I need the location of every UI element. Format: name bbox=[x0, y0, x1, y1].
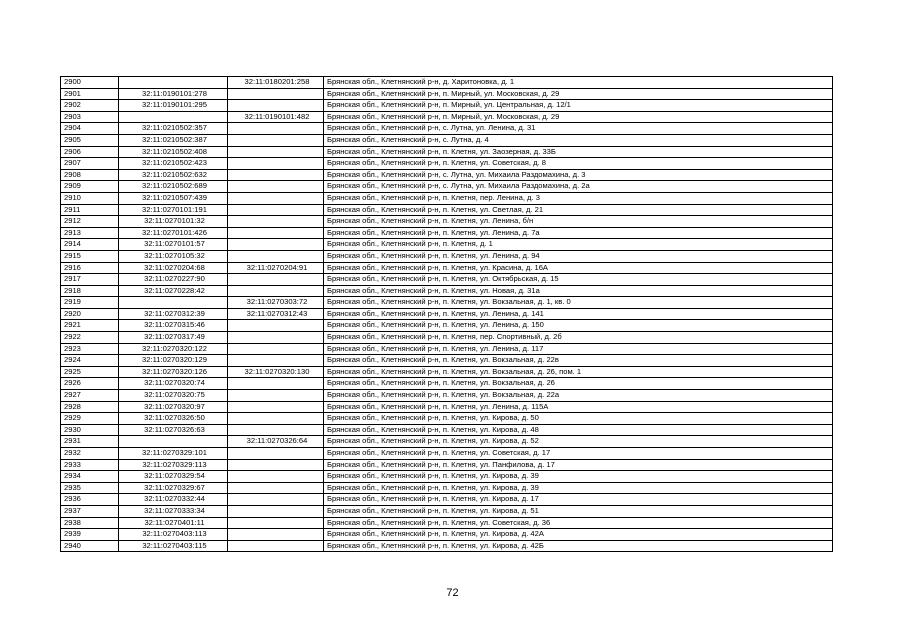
cadastral-number-cell: 32:11:0270326:50 bbox=[119, 413, 228, 425]
table-row bbox=[61, 239, 833, 251]
row-number-cell: 2929 bbox=[61, 413, 119, 425]
row-number-cell: 2940 bbox=[61, 540, 119, 552]
cadastral-number-cell bbox=[228, 482, 324, 494]
cadastral-number-cell bbox=[228, 146, 324, 158]
table-row bbox=[61, 540, 833, 552]
table-row bbox=[61, 471, 833, 483]
row-number-cell: 2916 bbox=[61, 262, 119, 274]
cadastral-number-cell bbox=[228, 192, 324, 204]
cadastral-number-cell bbox=[228, 134, 324, 146]
cadastral-number-cell bbox=[228, 505, 324, 517]
cadastral-number-cell: 32:11:0210502:357 bbox=[119, 123, 228, 135]
table-row bbox=[61, 204, 833, 216]
address-cell: Брянская обл., Клетнянский р-н, с. Лутна, ул. Михаила Раздомахина, д. 3 bbox=[324, 169, 833, 181]
cadastral-number-cell bbox=[228, 320, 324, 332]
table-row bbox=[61, 181, 833, 193]
cadastral-number-cell: 32:11:0270204:91 bbox=[228, 262, 324, 274]
cadastral-number-cell: 32:11:0270329:67 bbox=[119, 482, 228, 494]
table-row bbox=[61, 158, 833, 170]
cadastral-number-cell: 32:11:0210502:632 bbox=[119, 169, 228, 181]
cadastral-number-cell bbox=[228, 250, 324, 262]
address-cell: Брянская обл., Клетнянский р-н, п. Клетня, ул. Ленина, б/н bbox=[324, 216, 833, 228]
address-cell: Брянская обл., Клетнянский р-н, п. Мирный, ул. Московская, д. 29 bbox=[324, 88, 833, 100]
cadastral-number-cell: 32:11:0270312:39 bbox=[119, 308, 228, 320]
address-cell: Брянская обл., Клетнянский р-н, п. Клетня, ул. Вокзальная, д. 22в bbox=[324, 355, 833, 367]
cadastral-number-cell: 32:11:0270320:75 bbox=[119, 390, 228, 402]
cadastral-number-cell: 32:11:0270329:54 bbox=[119, 471, 228, 483]
table-row bbox=[61, 505, 833, 517]
cadastral-number-cell bbox=[228, 285, 324, 297]
table-row bbox=[61, 111, 833, 123]
cadastral-number-cell: 32:11:0270101:191 bbox=[119, 204, 228, 216]
cadastral-number-cell: 32:11:0270317:49 bbox=[119, 332, 228, 344]
address-cell: Брянская обл., Клетнянский р-н, п. Клетня, ул. Красина, д. 16А bbox=[324, 262, 833, 274]
cadastral-number-cell bbox=[228, 401, 324, 413]
address-cell: Брянская обл., Клетнянский р-н, п. Клетня, ул. Кирова, д. 51 bbox=[324, 505, 833, 517]
row-number-cell: 2923 bbox=[61, 343, 119, 355]
row-number-cell: 2915 bbox=[61, 250, 119, 262]
row-number-cell: 2935 bbox=[61, 482, 119, 494]
table-row bbox=[61, 366, 833, 378]
address-cell: Брянская обл., Клетнянский р-н, п. Клетня, пер. Спортивный, д. 2б bbox=[324, 332, 833, 344]
cadastral-number-cell: 32:11:0270315:46 bbox=[119, 320, 228, 332]
cadastral-number-cell bbox=[228, 343, 324, 355]
row-number-cell: 2902 bbox=[61, 100, 119, 112]
cadastral-number-cell bbox=[119, 77, 228, 89]
table-row bbox=[61, 134, 833, 146]
address-cell: Брянская обл., Клетнянский р-н, п. Клетня, д. 1 bbox=[324, 239, 833, 251]
row-number-cell: 2934 bbox=[61, 471, 119, 483]
address-cell: Брянская обл., Клетнянский р-н, п. Клетня, ул. Заозерная, д. 33Б bbox=[324, 146, 833, 158]
address-cell: Брянская обл., Клетнянский р-н, п. Клетня, ул. Советская, д. 36 bbox=[324, 517, 833, 529]
address-cell: Брянская обл., Клетнянский р-н, п. Клетня, ул. Кирова, д. 39 bbox=[324, 471, 833, 483]
row-number-cell: 2930 bbox=[61, 424, 119, 436]
address-cell: Брянская обл., Клетнянский р-н, п. Клетня, ул. Октябрьская, д. 15 bbox=[324, 274, 833, 286]
table-row bbox=[61, 459, 833, 471]
row-number-cell: 2933 bbox=[61, 459, 119, 471]
cadastral-number-cell bbox=[228, 332, 324, 344]
cadastral-number-cell bbox=[228, 239, 324, 251]
cadastral-number-cell: 32:11:0190101:482 bbox=[228, 111, 324, 123]
table-row bbox=[61, 123, 833, 135]
row-number-cell: 2901 bbox=[61, 88, 119, 100]
address-cell: Брянская обл., Клетнянский р-н, п. Клетня, ул. Советская, д. 17 bbox=[324, 448, 833, 460]
cadastral-number-cell bbox=[228, 378, 324, 390]
row-number-cell: 2909 bbox=[61, 181, 119, 193]
address-cell: Брянская обл., Клетнянский р-н, п. Клетня, ул. Кирова, д. 17 bbox=[324, 494, 833, 506]
cadastral-number-cell bbox=[228, 529, 324, 541]
table-row bbox=[61, 448, 833, 460]
table-row bbox=[61, 216, 833, 228]
address-cell: Брянская обл., Клетнянский р-н, п. Клетня, ул. Панфилова, д. 17 bbox=[324, 459, 833, 471]
cadastral-number-cell: 32:11:0270329:113 bbox=[119, 459, 228, 471]
address-cell: Брянская обл., Клетнянский р-н, п. Клетня, ул. Вокзальная, д. 1, кв. 0 bbox=[324, 297, 833, 309]
row-number-cell: 2920 bbox=[61, 308, 119, 320]
registry-table bbox=[60, 76, 833, 552]
table-row bbox=[61, 100, 833, 112]
page-number: 72 bbox=[446, 587, 459, 599]
row-number-cell: 2922 bbox=[61, 332, 119, 344]
address-cell: Брянская обл., Клетнянский р-н, д. Харитоновка, д. 1 bbox=[324, 77, 833, 89]
cadastral-number-cell: 32:11:0270320:97 bbox=[119, 401, 228, 413]
cadastral-number-cell: 32:11:0190101:278 bbox=[119, 88, 228, 100]
cadastral-number-cell: 32:11:0270320:129 bbox=[119, 355, 228, 367]
cadastral-number-cell: 32:11:0210507:439 bbox=[119, 192, 228, 204]
address-cell: Брянская обл., Клетнянский р-н, п. Клетня, ул. Кирова, д. 42А bbox=[324, 529, 833, 541]
cadastral-number-cell: 32:11:0270227:90 bbox=[119, 274, 228, 286]
row-number-cell: 2939 bbox=[61, 529, 119, 541]
row-number-cell: 2904 bbox=[61, 123, 119, 135]
row-number-cell: 2917 bbox=[61, 274, 119, 286]
cadastral-number-cell: 32:11:0270401:11 bbox=[119, 517, 228, 529]
table-row bbox=[61, 529, 833, 541]
address-cell: Брянская обл., Клетнянский р-н, п. Клетня, ул. Кирова, д. 39 bbox=[324, 482, 833, 494]
cadastral-number-cell: 32:11:0210502:408 bbox=[119, 146, 228, 158]
table-row bbox=[61, 146, 833, 158]
row-number-cell: 2900 bbox=[61, 77, 119, 89]
cadastral-number-cell: 32:11:0270332:44 bbox=[119, 494, 228, 506]
cadastral-number-cell: 32:11:0270403:115 bbox=[119, 540, 228, 552]
cadastral-number-cell bbox=[228, 123, 324, 135]
row-number-cell: 2905 bbox=[61, 134, 119, 146]
table-row bbox=[61, 297, 833, 309]
cadastral-number-cell: 32:11:0190101:295 bbox=[119, 100, 228, 112]
address-cell: Брянская обл., Клетнянский р-н, п. Клетня, ул. Вокзальная, д. 26 bbox=[324, 378, 833, 390]
address-cell: Брянская обл., Клетнянский р-н, п. Клетня, ул. Ленина, д. 94 bbox=[324, 250, 833, 262]
row-number-cell: 2903 bbox=[61, 111, 119, 123]
row-number-cell: 2910 bbox=[61, 192, 119, 204]
row-number-cell: 2927 bbox=[61, 390, 119, 402]
table-row bbox=[61, 482, 833, 494]
row-number-cell: 2938 bbox=[61, 517, 119, 529]
row-number-cell: 2914 bbox=[61, 239, 119, 251]
table-row bbox=[61, 413, 833, 425]
address-cell: Брянская обл., Клетнянский р-н, п. Клетня, ул. Ленина, д. 7а bbox=[324, 227, 833, 239]
cadastral-number-cell bbox=[119, 436, 228, 448]
row-number-cell: 2913 bbox=[61, 227, 119, 239]
address-cell: Брянская обл., Клетнянский р-н, п. Клетня, ул. Новая, д. 31а bbox=[324, 285, 833, 297]
table-row bbox=[61, 390, 833, 402]
table-row bbox=[61, 192, 833, 204]
cadastral-number-cell bbox=[228, 227, 324, 239]
row-number-cell: 2936 bbox=[61, 494, 119, 506]
cadastral-number-cell bbox=[119, 111, 228, 123]
cadastral-number-cell: 32:11:0270204:68 bbox=[119, 262, 228, 274]
address-cell: Брянская обл., Клетнянский р-н, с. Лутна, ул. Михаила Раздомахина, д. 2а bbox=[324, 181, 833, 193]
table-row bbox=[61, 169, 833, 181]
cadastral-number-cell bbox=[228, 413, 324, 425]
cadastral-number-cell: 32:11:0210502:689 bbox=[119, 181, 228, 193]
cadastral-number-cell bbox=[228, 88, 324, 100]
cadastral-number-cell: 32:11:0180201:258 bbox=[228, 77, 324, 89]
cadastral-number-cell bbox=[228, 459, 324, 471]
cadastral-number-cell bbox=[228, 448, 324, 460]
address-cell: Брянская обл., Клетнянский р-н, п. Клетня, ул. Кирова, д. 48 bbox=[324, 424, 833, 436]
cadastral-number-cell: 32:11:0270326:63 bbox=[119, 424, 228, 436]
cadastral-number-cell: 32:11:0270320:122 bbox=[119, 343, 228, 355]
row-number-cell: 2919 bbox=[61, 297, 119, 309]
row-number-cell: 2926 bbox=[61, 378, 119, 390]
cadastral-number-cell: 32:11:0270326:64 bbox=[228, 436, 324, 448]
cadastral-number-cell: 32:11:0270101:57 bbox=[119, 239, 228, 251]
table-row bbox=[61, 378, 833, 390]
row-number-cell: 2918 bbox=[61, 285, 119, 297]
row-number-cell: 2907 bbox=[61, 158, 119, 170]
table-row bbox=[61, 401, 833, 413]
cadastral-number-cell: 32:11:0270403:113 bbox=[119, 529, 228, 541]
row-number-cell: 2932 bbox=[61, 448, 119, 460]
table-row bbox=[61, 262, 833, 274]
address-cell: Брянская обл., Клетнянский р-н, п. Клетня, ул. Ленина, д. 150 bbox=[324, 320, 833, 332]
cadastral-number-cell: 32:11:0270320:130 bbox=[228, 366, 324, 378]
cadastral-number-cell bbox=[228, 204, 324, 216]
table-row bbox=[61, 77, 833, 89]
cadastral-number-cell: 32:11:0270320:126 bbox=[119, 366, 228, 378]
address-cell: Брянская обл., Клетнянский р-н, п. Клетня, ул. Кирова, д. 42Б bbox=[324, 540, 833, 552]
cadastral-number-cell bbox=[228, 494, 324, 506]
cadastral-number-cell bbox=[228, 181, 324, 193]
cadastral-number-cell bbox=[228, 540, 324, 552]
cadastral-number-cell: 32:11:0270105:32 bbox=[119, 250, 228, 262]
table-row bbox=[61, 227, 833, 239]
row-number-cell: 2924 bbox=[61, 355, 119, 367]
cadastral-number-cell: 32:11:0270228:42 bbox=[119, 285, 228, 297]
address-cell: Брянская обл., Клетнянский р-н, п. Клетня, ул. Кирова, д. 50 bbox=[324, 413, 833, 425]
cadastral-number-cell: 32:11:0210502:387 bbox=[119, 134, 228, 146]
table-row bbox=[61, 285, 833, 297]
table-row bbox=[61, 274, 833, 286]
cadastral-number-cell: 32:11:0270101:426 bbox=[119, 227, 228, 239]
table-row bbox=[61, 494, 833, 506]
address-cell: Брянская обл., Клетнянский р-н, п. Клетня, пер. Ленина, д. 3 bbox=[324, 192, 833, 204]
cadastral-number-cell: 32:11:0270312:43 bbox=[228, 308, 324, 320]
cadastral-number-cell bbox=[228, 424, 324, 436]
table-row bbox=[61, 355, 833, 367]
row-number-cell: 2906 bbox=[61, 146, 119, 158]
row-number-cell: 2937 bbox=[61, 505, 119, 517]
cadastral-number-cell bbox=[228, 100, 324, 112]
row-number-cell: 2921 bbox=[61, 320, 119, 332]
cadastral-number-cell bbox=[228, 517, 324, 529]
cadastral-number-cell: 32:11:0270329:101 bbox=[119, 448, 228, 460]
cadastral-number-cell: 32:11:0210502:423 bbox=[119, 158, 228, 170]
row-number-cell: 2911 bbox=[61, 204, 119, 216]
row-number-cell: 2931 bbox=[61, 436, 119, 448]
cadastral-number-cell: 32:11:0270333:34 bbox=[119, 505, 228, 517]
address-cell: Брянская обл., Клетнянский р-н, п. Клетня, ул. Ленина, д. 115А bbox=[324, 401, 833, 413]
cadastral-number-cell: 32:11:0270303:72 bbox=[228, 297, 324, 309]
table-row bbox=[61, 88, 833, 100]
address-cell: Брянская обл., Клетнянский р-н, п. Клетня, ул. Кирова, д. 52 bbox=[324, 436, 833, 448]
table-row bbox=[61, 332, 833, 344]
cadastral-number-cell: 32:11:0270101:32 bbox=[119, 216, 228, 228]
table-row bbox=[61, 250, 833, 262]
cadastral-number-cell bbox=[228, 169, 324, 181]
table-row bbox=[61, 436, 833, 448]
table-row bbox=[61, 308, 833, 320]
row-number-cell: 2925 bbox=[61, 366, 119, 378]
row-number-cell: 2928 bbox=[61, 401, 119, 413]
address-cell: Брянская обл., Клетнянский р-н, п. Клетня, ул. Светлая, д. 21 bbox=[324, 204, 833, 216]
address-cell: Брянская обл., Клетнянский р-н, п. Клетня, ул. Ленина, д. 141 bbox=[324, 308, 833, 320]
registry-table-body bbox=[61, 77, 833, 552]
table-row bbox=[61, 320, 833, 332]
address-cell: Брянская обл., Клетнянский р-н, п. Мирный, ул. Центральная, д. 12/1 bbox=[324, 100, 833, 112]
cadastral-number-cell bbox=[228, 471, 324, 483]
address-cell: Брянская обл., Клетнянский р-н, п. Клетня, ул. Советская, д. 8 bbox=[324, 158, 833, 170]
table-row bbox=[61, 517, 833, 529]
table-row bbox=[61, 424, 833, 436]
cadastral-number-cell: 32:11:0270320:74 bbox=[119, 378, 228, 390]
address-cell: Брянская обл., Клетнянский р-н, п. Мирный, ул. Московская, д. 29 bbox=[324, 111, 833, 123]
address-cell: Брянская обл., Клетнянский р-н, п. Клетня, ул. Вокзальная, д. 26, пом. 1 bbox=[324, 366, 833, 378]
table-row bbox=[61, 343, 833, 355]
address-cell: Брянская обл., Клетнянский р-н, с. Лутна, ул. Ленина, д. 31 bbox=[324, 123, 833, 135]
address-cell: Брянская обл., Клетнянский р-н, с. Лутна, д. 4 bbox=[324, 134, 833, 146]
row-number-cell: 2912 bbox=[61, 216, 119, 228]
cadastral-number-cell bbox=[228, 158, 324, 170]
address-cell: Брянская обл., Клетнянский р-н, п. Клетня, ул. Ленина, д. 117 bbox=[324, 343, 833, 355]
cadastral-number-cell bbox=[119, 297, 228, 309]
cadastral-number-cell bbox=[228, 216, 324, 228]
cadastral-number-cell bbox=[228, 355, 324, 367]
address-cell: Брянская обл., Клетнянский р-н, п. Клетня, ул. Вокзальная, д. 22а bbox=[324, 390, 833, 402]
cadastral-number-cell bbox=[228, 274, 324, 286]
cadastral-number-cell bbox=[228, 390, 324, 402]
row-number-cell: 2908 bbox=[61, 169, 119, 181]
